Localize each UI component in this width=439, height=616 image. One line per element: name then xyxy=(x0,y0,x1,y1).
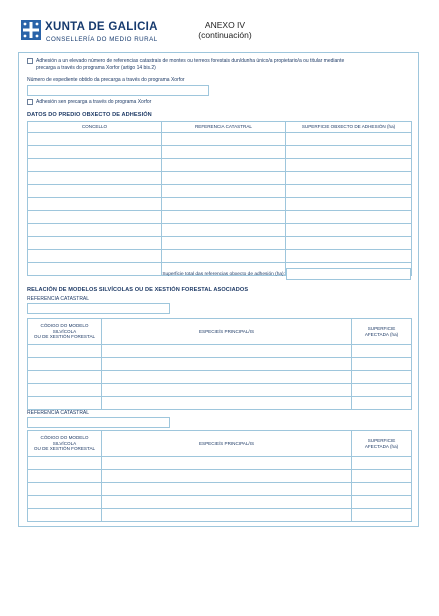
species-cell[interactable] xyxy=(102,384,352,397)
table-row xyxy=(28,159,412,172)
species-cell[interactable] xyxy=(102,371,352,384)
referencia-cell[interactable] xyxy=(162,133,286,146)
code-cell[interactable] xyxy=(28,397,102,410)
table-row xyxy=(28,345,412,358)
table-row xyxy=(28,496,412,509)
referencia-cell[interactable] xyxy=(162,224,286,237)
table-row xyxy=(28,211,412,224)
table-row xyxy=(28,457,412,470)
concello-cell[interactable] xyxy=(28,211,162,224)
table-row xyxy=(28,250,412,263)
table-row xyxy=(28,237,412,250)
table-row xyxy=(28,185,412,198)
species-cell[interactable] xyxy=(102,470,352,483)
superficie-cell[interactable] xyxy=(286,146,412,159)
predio-col-referencia: REFERENCIA CATASTRAL xyxy=(162,122,286,133)
table-row xyxy=(28,358,412,371)
models-col-area: SUPERFICIE AFECTADA (ha) xyxy=(352,319,412,345)
option-sen-precarga-checkbox[interactable] xyxy=(27,99,33,105)
ref-catastral-input-1[interactable] xyxy=(27,303,170,314)
superficie-cell[interactable] xyxy=(286,172,412,185)
table-row xyxy=(28,133,412,146)
species-cell[interactable] xyxy=(102,509,352,522)
referencia-cell[interactable] xyxy=(162,172,286,185)
concello-cell[interactable] xyxy=(28,250,162,263)
models-col-species: ESPECIE/S PRINCIPAL/IS xyxy=(102,431,352,457)
table-row xyxy=(28,397,412,410)
ref-catastral-label-2: REFERENCIA CATASTRAL xyxy=(27,410,90,416)
code-cell[interactable] xyxy=(28,371,102,384)
models-col-area: SUPERFICIE AFECTADA (ha) xyxy=(352,431,412,457)
superficie-cell[interactable] xyxy=(286,211,412,224)
table-row xyxy=(28,146,412,159)
species-cell[interactable] xyxy=(102,345,352,358)
predio-total-input[interactable] xyxy=(286,268,411,280)
predio-section-title: DATOS DO PREDIO OBXECTO DE ADHESIÓN xyxy=(27,112,152,118)
predio-total-label: Superficie total das referencias obxecto de adhesión (ha): xyxy=(162,272,285,277)
superficie-cell[interactable] xyxy=(286,198,412,211)
area-cell[interactable] xyxy=(352,483,412,496)
ref-catastral-label-1: REFERENCIA CATASTRAL xyxy=(27,296,90,302)
models-section-title: RELACIÓN DE MODELOS SILVÍCOLAS OU DE XESTIÓN FORESTAL ASOCIADOS xyxy=(27,287,249,293)
option-precarga-label-line2: precarga a través do programa Xorfor (artigo 14 bis.2) xyxy=(36,65,156,71)
models-table-2 xyxy=(27,430,412,522)
species-cell[interactable] xyxy=(102,397,352,410)
species-cell[interactable] xyxy=(102,358,352,371)
concello-cell[interactable] xyxy=(28,146,162,159)
referencia-cell[interactable] xyxy=(162,185,286,198)
table-row xyxy=(28,483,412,496)
ref-catastral-input-2[interactable] xyxy=(27,417,170,428)
species-cell[interactable] xyxy=(102,457,352,470)
org-department: CONSELLERÍA DO MEDIO RURAL xyxy=(46,36,158,43)
table-row xyxy=(28,470,412,483)
referencia-cell[interactable] xyxy=(162,198,286,211)
area-cell[interactable] xyxy=(352,496,412,509)
area-cell[interactable] xyxy=(352,384,412,397)
superficie-cell[interactable] xyxy=(286,133,412,146)
code-cell[interactable] xyxy=(28,470,102,483)
referencia-cell[interactable] xyxy=(162,146,286,159)
option-precarga-label-line1: Adhesión a un elevado número de referencias catastrais de montes ou terreos forestais dun/dunha único/a propietario/a ou titular mediante xyxy=(36,58,345,64)
area-cell[interactable] xyxy=(352,509,412,522)
predio-col-superficie: SUPERFICIE OBXECTO DE ADHESIÓN (ha) xyxy=(286,122,412,133)
species-cell[interactable] xyxy=(102,496,352,509)
code-cell[interactable] xyxy=(28,483,102,496)
area-cell[interactable] xyxy=(352,371,412,384)
referencia-cell[interactable] xyxy=(162,159,286,172)
concello-cell[interactable] xyxy=(28,198,162,211)
area-cell[interactable] xyxy=(352,358,412,371)
concello-cell[interactable] xyxy=(28,224,162,237)
table-row xyxy=(28,371,412,384)
org-name: XUNTA DE GALICIA xyxy=(45,21,158,33)
concello-cell[interactable] xyxy=(28,159,162,172)
referencia-cell[interactable] xyxy=(162,211,286,224)
option-precarga-checkbox[interactable] xyxy=(27,58,33,64)
table-row xyxy=(28,224,412,237)
code-cell[interactable] xyxy=(28,457,102,470)
table-row xyxy=(28,198,412,211)
referencia-cell[interactable] xyxy=(162,237,286,250)
models-col-species: ESPECIE/S PRINCIPAL/IS xyxy=(102,319,352,345)
area-cell[interactable] xyxy=(352,345,412,358)
option-sen-precarga-label: Adhesión sen precarga a través do programa Xorfor xyxy=(36,99,152,105)
predio-table xyxy=(27,121,412,276)
predio-col-concello: CONCELLO xyxy=(28,122,162,133)
code-cell[interactable] xyxy=(28,384,102,397)
area-cell[interactable] xyxy=(352,470,412,483)
code-cell[interactable] xyxy=(28,509,102,522)
annex-subtitle: (continuación) xyxy=(198,30,252,40)
area-cell[interactable] xyxy=(352,457,412,470)
table-row xyxy=(28,384,412,397)
expedient-label: Número de expediente obtido da precarga a través do programa Xorfor xyxy=(27,77,185,83)
table-row xyxy=(28,172,412,185)
superficie-cell[interactable] xyxy=(286,237,412,250)
code-cell[interactable] xyxy=(28,358,102,371)
superficie-cell[interactable] xyxy=(286,185,412,198)
superficie-cell[interactable] xyxy=(286,159,412,172)
area-cell[interactable] xyxy=(352,397,412,410)
expedient-input[interactable] xyxy=(27,85,209,96)
code-cell[interactable] xyxy=(28,345,102,358)
galicia-cross-logo-icon xyxy=(21,20,41,40)
concello-cell[interactable] xyxy=(28,185,162,198)
concello-cell[interactable] xyxy=(28,237,162,250)
species-cell[interactable] xyxy=(102,483,352,496)
concello-cell[interactable] xyxy=(28,172,162,185)
models-col-code: CÓDIGO DO MODELO SILVÍCOLA OU DE XESTIÓN FORESTAL xyxy=(28,431,102,457)
models-col-code: CÓDIGO DO MODELO SILVÍCOLA OU DE XESTIÓN FORESTAL xyxy=(28,319,102,345)
models-table-1 xyxy=(27,318,412,410)
superficie-cell[interactable] xyxy=(286,250,412,263)
concello-cell[interactable] xyxy=(28,133,162,146)
table-row xyxy=(28,509,412,522)
referencia-cell[interactable] xyxy=(162,250,286,263)
annex-heading xyxy=(185,20,265,40)
superficie-cell[interactable] xyxy=(286,224,412,237)
annex-title: ANEXO IV xyxy=(204,20,246,30)
code-cell[interactable] xyxy=(28,496,102,509)
